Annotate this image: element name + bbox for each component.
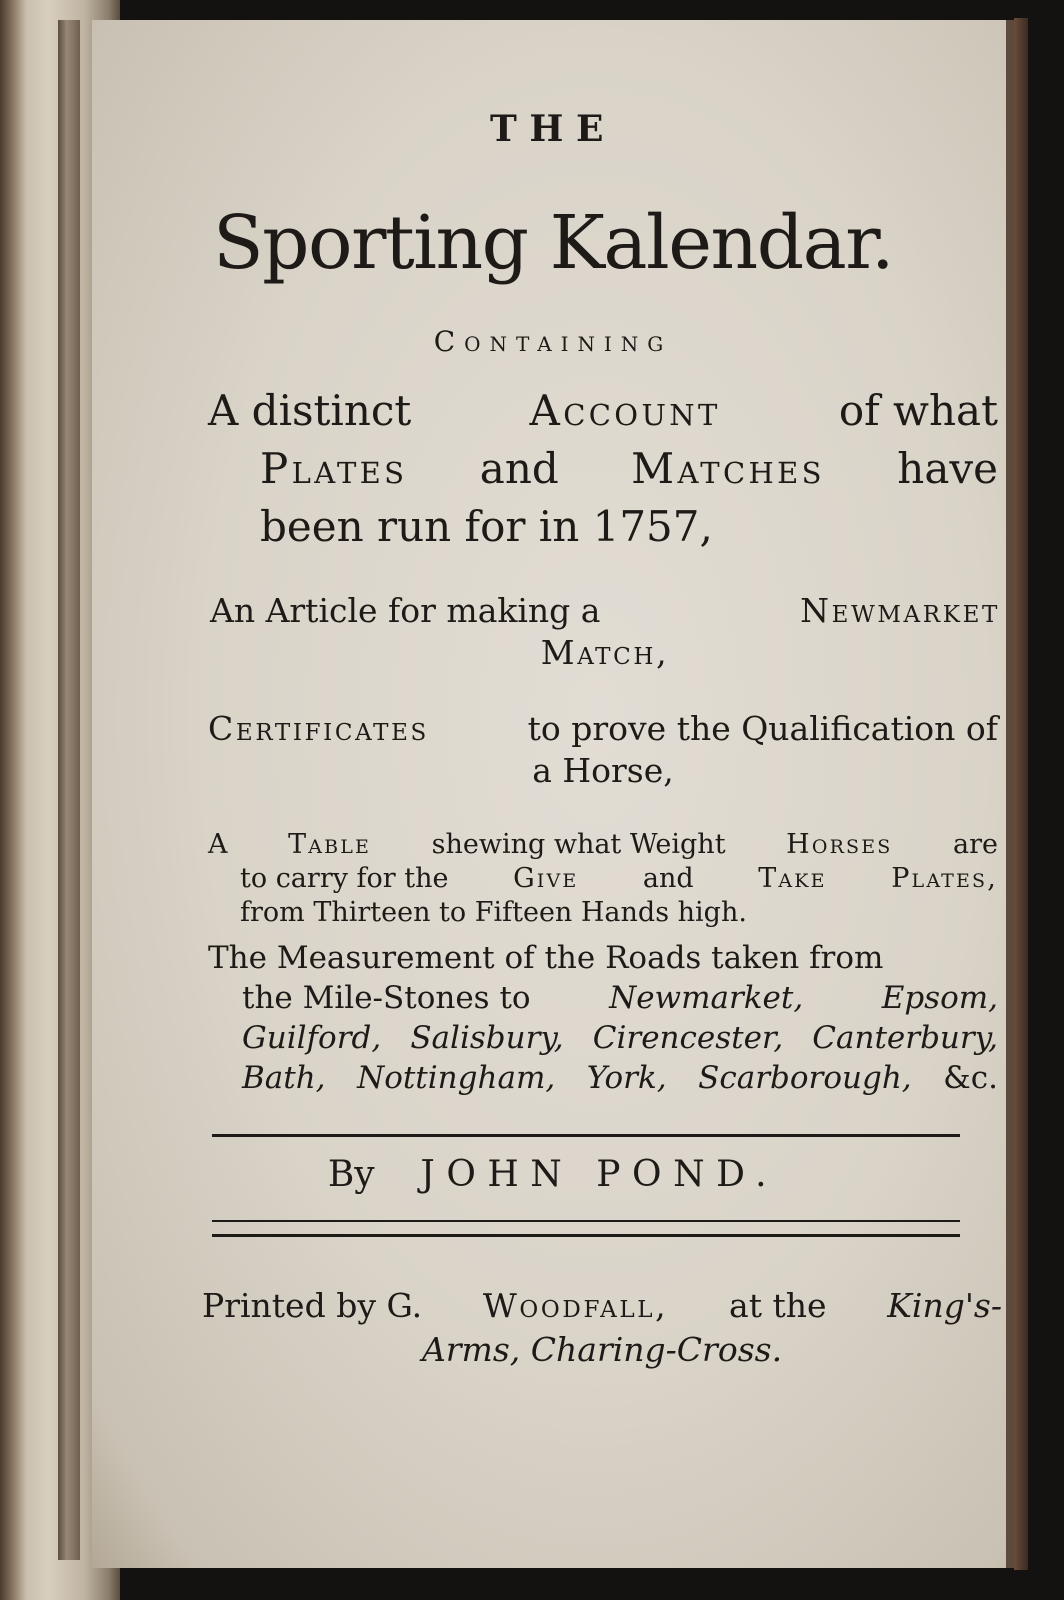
section-line	[208, 382, 998, 440]
place-name: York,	[586, 1060, 667, 1096]
text-span: and	[642, 863, 694, 894]
printer-name: Woodfall,	[482, 1286, 669, 1325]
text-span: Printed by G.	[202, 1286, 423, 1325]
contents-section-article	[210, 590, 1000, 674]
containing-label: Containing	[433, 325, 673, 358]
section-line	[208, 708, 998, 750]
text-span: the Mile-Stones to	[242, 980, 531, 1016]
text-span: Take	[758, 863, 827, 894]
place-name: Charing-Cross.	[530, 1330, 783, 1369]
imprint-line	[202, 1328, 1002, 1372]
contents-section-accounts	[208, 382, 998, 556]
text-span: Account	[529, 386, 721, 435]
text-span: to carry for the	[240, 863, 449, 894]
text-span: Plates,	[891, 863, 998, 894]
contents-section-table	[208, 828, 998, 930]
imprint	[202, 1284, 1002, 1372]
text-span: of what	[838, 386, 998, 435]
text-span: Newmarket	[800, 591, 1000, 630]
book-gutter	[58, 20, 80, 1560]
text-span: shewing what Weight	[431, 829, 726, 860]
heading-the: THE	[489, 108, 617, 150]
place-name: Guilford,	[242, 1020, 382, 1056]
text-span: &c.	[943, 1060, 998, 1096]
imprint-line	[202, 1284, 1002, 1328]
author-by: By	[327, 1154, 375, 1195]
text-span: Horses	[786, 829, 893, 860]
place-name: Newmarket,	[609, 980, 804, 1016]
text-span: Give	[513, 863, 579, 894]
section-line: been run for in 1757,	[260, 502, 713, 551]
text-span: have	[897, 444, 998, 493]
text-span: An Article for making a	[210, 591, 601, 630]
text-span: Certificates	[208, 709, 429, 748]
place-name: Scarborough,	[698, 1060, 912, 1096]
contents-section-certificates	[208, 708, 998, 792]
section-line	[208, 978, 998, 1018]
author-line	[92, 1154, 1014, 1195]
contents-section-roads	[208, 938, 998, 1098]
text-span: A	[208, 829, 228, 860]
place-name: Epsom,	[881, 980, 998, 1016]
section-line	[208, 862, 998, 896]
section-line	[208, 1018, 998, 1058]
text-span: A distinct	[208, 386, 412, 435]
text-span: Matches	[631, 444, 825, 493]
section-line	[208, 828, 998, 862]
place-name: King's-	[887, 1286, 1002, 1325]
place-name: Cirencester,	[592, 1020, 784, 1056]
place-name: Salisbury,	[410, 1020, 564, 1056]
text-span: Table	[288, 829, 372, 860]
text-span: at the	[729, 1286, 827, 1325]
section-line	[210, 590, 1000, 632]
text-span: and	[479, 444, 559, 493]
divider-rule	[212, 1134, 960, 1137]
section-line: a Horse,	[532, 751, 674, 790]
author-name: JOHN POND.	[420, 1154, 779, 1195]
place-name: Bath,	[242, 1060, 326, 1096]
place-name: Nottingham,	[357, 1060, 556, 1096]
title-page	[92, 20, 1014, 1568]
text-span: are	[952, 829, 998, 860]
section-line: The Measurement of the Roads taken from	[208, 940, 884, 976]
section-line	[208, 440, 998, 498]
section-line: from Thirteen to Fifteen Hands high.	[240, 897, 747, 928]
text-span: Plates	[260, 444, 408, 493]
section-line	[208, 1058, 998, 1098]
divider-rule	[212, 1220, 960, 1222]
text-span: to prove the Qualification of	[527, 709, 998, 748]
book-title: Sporting Kalendar.	[212, 200, 894, 286]
place-name: Arms,	[421, 1330, 521, 1369]
section-line: Match,	[540, 633, 670, 672]
place-name: Canterbury,	[812, 1020, 998, 1056]
page-edge	[1014, 18, 1028, 1570]
divider-rule	[212, 1234, 960, 1237]
